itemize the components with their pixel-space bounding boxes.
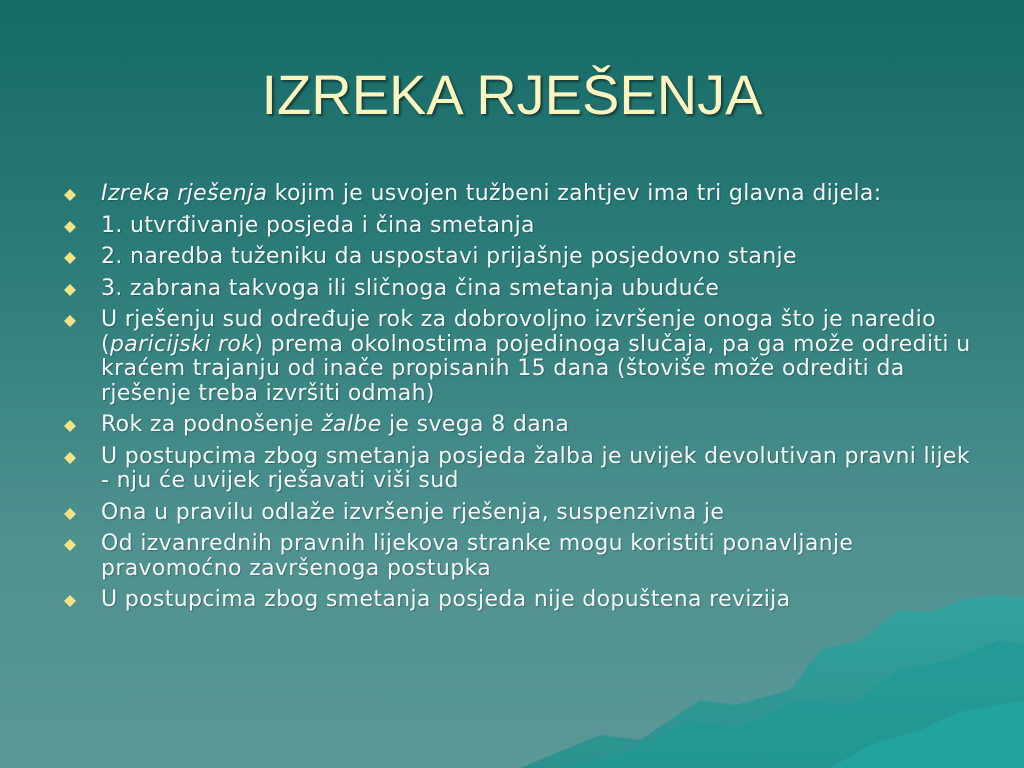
item-text: ) prema okolnostima pojedinoga slučaja, pa ga može odrediti u kraćem trajanju od inače propisanih 15 dana (štoviše može odrediti da rješenje treba izvršiti odmah) xyxy=(101,331,971,406)
item-italic: paricijski rok xyxy=(109,331,255,357)
list-item xyxy=(62,308,982,406)
diamond-bullet-icon xyxy=(64,508,76,520)
list-item xyxy=(62,588,982,613)
item-text: 2. naredba tuženiku da uspostavi prijašnje posjedovno stanje xyxy=(101,244,797,269)
item-text: je svega 8 dana xyxy=(381,412,570,437)
diamond-bullet-icon xyxy=(64,221,76,233)
diamond-bullet-icon xyxy=(64,420,76,432)
list-item xyxy=(62,277,982,302)
list-item xyxy=(62,445,982,494)
diamond-bullet-icon xyxy=(64,539,76,551)
list-item xyxy=(62,182,982,207)
list-item xyxy=(62,214,982,239)
item-text: Ona u pravilu odlaže izvršenje rješenja, suspenzivna je xyxy=(101,499,725,525)
item-italic: žalbe xyxy=(321,412,382,437)
item-text: U rješenju sud određuje rok za dobrovoljno izvršenje onoga što je naredio ( xyxy=(101,307,936,357)
diamond-bullet-icon xyxy=(64,315,76,327)
item-italic: Izreka rješenja xyxy=(101,181,268,206)
diamond-bullet-icon xyxy=(64,595,76,607)
slide-title: IZREKA RJEŠENJA xyxy=(261,63,763,126)
list-item xyxy=(62,501,982,526)
item-text: 3. zabrana takvoga ili sličnoga čina smetanja ubuduće xyxy=(101,275,720,301)
item-text: U postupcima zbog smetanja posjeda nije dopuštena revizija xyxy=(101,587,791,612)
item-text: kojim je usvojen tužbeni zahtjev ima tri glavna dijela: xyxy=(267,181,882,206)
item-text: Rok za podnošenje xyxy=(101,412,322,437)
list-item xyxy=(62,413,982,438)
diamond-bullet-icon xyxy=(64,452,76,464)
item-text: U postupcima zbog smetanja posjeda žalba je uvijek devolutivan pravni lijek - nju će uvijek rješavati viši sud xyxy=(101,443,970,493)
item-text: Od izvanrednih pravnih lijekova stranke mogu koristiti ponavljanje pravomoćno završenoga postupka xyxy=(101,531,854,581)
list-item xyxy=(62,532,982,581)
diamond-bullet-icon xyxy=(64,252,76,264)
bullet-list xyxy=(62,182,982,620)
list-item xyxy=(62,245,982,270)
item-text: 1. utvrđivanje posjeda i čina smetanja xyxy=(101,212,535,238)
diamond-bullet-icon xyxy=(64,284,76,296)
diamond-bullet-icon xyxy=(64,189,76,201)
